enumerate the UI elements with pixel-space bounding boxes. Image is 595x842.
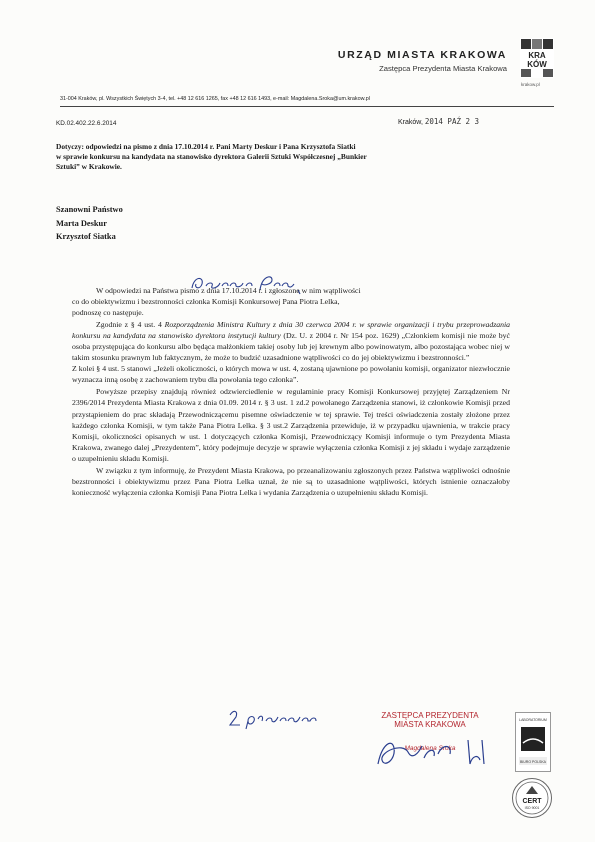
paragraph-2-start: Zgodnie z § 4 ust. 4	[96, 320, 165, 330]
logo-text-line1: KRA	[528, 51, 546, 60]
subject-line1: odpowiedzi na pismo z dnia 17.10.2014 r. Pani Marty Deskur i Pana Krzysztofa Siatki	[85, 142, 356, 151]
svg-text:ISO 9001: ISO 9001	[524, 806, 540, 810]
svg-text:BIURO POLSKA: BIURO POLSKA	[519, 760, 547, 764]
paragraph-1c: podnoszę co następuje.	[72, 308, 144, 318]
svg-text:LABORATORIUM: LABORATORIUM	[519, 718, 547, 722]
svg-text:CERT: CERT	[522, 798, 542, 805]
stamp-line-2: MIASTA KRAKOWA	[394, 720, 466, 729]
paragraph-5: W związku z tym informuję, że Prezydent Miasta Krakowa, po przeanalizowaniu zgłoszonych przez Państwa wątpliwości odnośnie bezstronności i obiektywizmu przez Pana Piotra Lelka uznał, że nie są to uzasadnione wątpliwości, których istnienie oznaczałoby konieczność wyłączenia członka Komisji Pana Piotra Lelka i wydania Zarządzenia o uzupełnieniu składu Komisji.	[72, 465, 510, 497]
krakow-logo-icon	[520, 38, 554, 78]
paragraph-1a: W odpowiedzi na Państwa pismo z dnia 17.10.2014 r. i zgłoszone w nim wątpliwości	[96, 286, 361, 295]
paragraph-1b: co do obiektywizmu i bezstronności członka Komisji Konkursowej Pana Piotra Lelka,	[72, 297, 340, 307]
subject-block	[56, 142, 546, 172]
office-subtitle: Zastępca Prezydenta Miasta Krakowa	[379, 64, 507, 73]
subject-line3: Sztuki” w Krakowie.	[56, 162, 122, 171]
date-line	[398, 117, 479, 126]
addressee-greeting: Szanowni Państwo	[56, 205, 123, 214]
signature-scribble	[372, 734, 502, 774]
subject-label: Dotyczy:	[56, 142, 84, 151]
logo-url: krakow.pl	[521, 82, 540, 87]
cert-seal-icon	[513, 779, 551, 817]
paragraph-2	[72, 319, 510, 363]
logo-text-line2: KÓW	[527, 60, 547, 69]
addressee-name-2: Krzysztof Siatka	[56, 232, 116, 241]
office-title: URZĄD MIASTA KRAKOWA	[337, 49, 507, 61]
date-stamp: 2014 PAŹ 2 3	[424, 117, 480, 126]
stamp-name: Magdalena Sroka	[404, 745, 456, 752]
stamp-line-1: ZASTĘPCA PREZYDENTA	[381, 711, 479, 720]
date-place: Kraków,	[398, 119, 423, 126]
paragraph-3: Z kolei § 4 ust. 5 stanowi „Jeżeli okoliczności, o których mowa w ust. 4, zostaną ujawnione po powołaniu komisji, organizator niezwłocznie wyznacza inną osobę z zachowaniem trybu dla powołania tego członka”.	[72, 364, 510, 385]
certification-badge-1	[515, 712, 551, 772]
subject-line2: w sprawie konkursu na kandydata na stanowisko dyrektora Galerii Sztuki Współczesnej „Bunkier	[56, 152, 367, 161]
addressee-name-1: Marta Deskur	[56, 218, 107, 228]
certification-badge-2	[512, 778, 552, 818]
badge-1-icon	[516, 713, 550, 771]
addressee-block	[56, 203, 123, 244]
paragraph-2-italic: Rozporządzenia Ministra Kultury z dnia 30 czerwca 2004 r. w sprawie organizacji i trybu przeprowadzania konkursu na kandydata na stanowisko dyrektora instytucji kultury	[72, 320, 511, 341]
office-address: 31-004 Kraków, pl. Wszystkich Świętych 3-4, tel. +48 12 616 1265, fax +48 12 616 1493, e-mail: Magdalena.Sroka@um.krakow.pl	[60, 96, 370, 102]
letter-body	[72, 285, 510, 498]
paragraph-4: Powyższe przepisy znajdują również odzwierciedlenie w regulaminie pracy Komisji Konkursowej przyjętej Zarządzeniem Nr 2396/2014 Prezydenta Miasta Krakowa z dnia 01.09. 2014 r. § 3 ust. 1 zd.2 powołanego Zarządzenia stanowi, iż członkowie Komisji przed przystąpieniem do prac składają Przewodniczącemu pisemne oświadczenie w tej sprawie. Tej treści oświadczenia zostały złożone przez każdego członka Komisji, w tym także Pana Piotra Lelka. § 3 ust.2 Zarządzenia przewiduje, iż w przypadku ujawnienia, w trakcie pracy Komisji, okoliczności opisanych w ust. 1 dotyczących członka Komisji, Przewodniczący Komisji informuje o tym Prezydenta Miasta Krakowa, zwanego dalej „Prezydentem”, który podejmuje decyzje w sprawie wyłączenia członka Komisji z jej składu i wydaje zarządzenie o uzupełnieniu składu Komisji.	[72, 387, 510, 463]
reference-number: KD.02.402.22.6.2014	[56, 120, 117, 127]
header-divider	[60, 106, 554, 107]
paragraph-2-end: (Dz. U. z 2004 r. Nr 154 poz. 1629) „Członkiem komisji nie może być osoba przystępująca do konkursu albo będąca małżonkiem takiej osoby lub jej krewnym albo powinowatym, albo pozostająca wobec niej w takim stosunku prawnym lub faktycznym, że może to budzić uzasadnione wątpliwości co do jej obiektywizmu i bezstronności.”	[72, 331, 510, 363]
handwritten-closing	[226, 705, 336, 731]
